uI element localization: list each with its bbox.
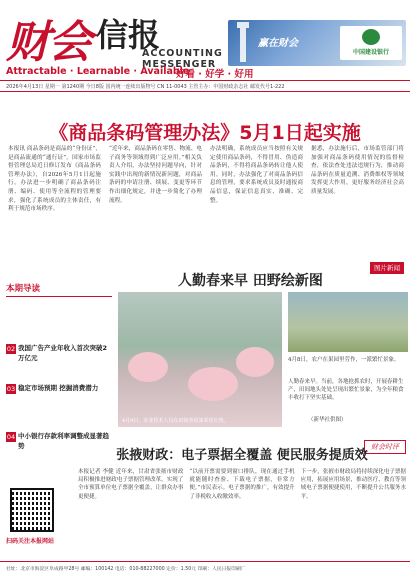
qr-code-block[interactable] xyxy=(6,488,72,545)
blossom-shape xyxy=(236,347,274,377)
farmland-photo[interactable] xyxy=(288,292,408,352)
guide-item-title: 稳定市场预期 挖掘消费潜力 xyxy=(18,384,99,392)
bank-advertisement[interactable] xyxy=(228,20,406,66)
bank-name: 中国建设银行 xyxy=(352,49,389,56)
photo-news-title[interactable]: 人勤春来早 田野绘新图 xyxy=(178,273,323,289)
bottom-headline[interactable]: 张掖财政：电子票据全覆盖 便民服务提质效 xyxy=(116,448,368,463)
lead-column: “近年来，商品条码在零售、物流、电子商务等领域得到广泛应用。”相关负责人介绍，办法坚持问题导向，针对实践中出现的新情况新问题，对商品条码的申请注册、续展、变更等环节作出细化规定，并进一步简化了办理流程。 xyxy=(109,146,202,204)
photo-news-tag: 图片新闻 xyxy=(370,262,404,274)
bank-logo-box xyxy=(340,26,402,60)
photo-credit: （新华社供图） xyxy=(308,417,347,423)
bottom-columns xyxy=(78,468,406,548)
photo-news-section xyxy=(118,262,408,427)
guide-page-number: 02 xyxy=(6,345,16,353)
blossom-orchard-photo[interactable] xyxy=(118,292,282,427)
slogan-chinese: 好看 · 好学 · 好用 xyxy=(176,69,254,80)
publisher-footer: 社址：北京市海淀区阜成路甲28号 邮编：100142 电话：010-88227000 定价：1.50元 印刷：人民日报印刷厂 xyxy=(0,561,410,575)
lead-column: 办法明确，系统成员应当按照有关规定使用商品条码，不得冒用、伪造商品条码，不得将商品条码转让他人使用。同时，办法强化了对商品条码信息的管理，要求系统成员及时通报商品信息，保证信息真实、准确、完整。 xyxy=(210,146,303,204)
logo-xinbao: 信报 xyxy=(96,16,161,54)
logo-english-line2: MESSENGER xyxy=(142,59,217,70)
slogan-english: Attractable · Learnable · Available xyxy=(6,66,190,77)
bottom-column: 下一步，张掖市财政局将持续深化电子票据应用，拓展应用场景，推动医疗、教育等领域电子票据便捷使用，不断提升公共服务水平。 xyxy=(300,469,406,500)
bottom-article xyxy=(78,440,406,550)
blossom-shape xyxy=(128,352,168,382)
guide-page-number: 03 xyxy=(6,385,16,393)
lighthouse-icon xyxy=(240,26,246,62)
bank-logo-icon xyxy=(362,29,380,45)
logo-cai: 财会 xyxy=(6,17,90,68)
issue-info-bar: 2026年4月13日 星期一 第1240期 今日8版 国内统一连续出版物号 CN 11-0043 主管主办：中国财政杂志社 邮发代号1-222 xyxy=(0,80,410,92)
lead-column: 据悉，办法施行后，市场监管部门将加强对商品条码使用情况的监督检查，依法查处违法违规行为，推动商品条码在质量追溯、消费维权等领域发挥更大作用，更好服务经济社会高质量发展。 xyxy=(311,146,404,195)
qr-code-icon xyxy=(10,488,54,532)
guide-page-number: 04 xyxy=(6,433,16,441)
side-photo-caption: 4月8日，农户在果园里劳作，一派繁忙景象。 xyxy=(288,357,400,363)
bottom-column: “以前开票需要到窗口排队，现在通过手机就能随时查验、下载电子票据，非常方便。”市民表示。电子票据的推广，有效提升了非税收入收缴效率。 xyxy=(189,469,295,500)
guide-heading: 本期导读 xyxy=(6,284,41,294)
qr-label: 扫码关注本报网站 xyxy=(6,538,55,545)
logo-english-line1: ACCOUNTING xyxy=(142,48,223,59)
blossom-shape xyxy=(188,367,238,401)
guide-divider xyxy=(6,296,112,297)
lead-column: 本报讯 商品条码是商品的“身份证”，是商品流通的“通行证”。国家市场监督管理总局近日修订发布《商品条码管理办法》，自2026年5月1日起施行。办法进一步明确了商品条码注册、编码、使用等全流程的管理要求，强化了系统成员的主体责任，有利于规范市场秩序。 xyxy=(8,146,101,213)
photo-news-text: 人勤春来早。当前，各地抢抓农时，开展春耕生产，田间地头处处呈现出繁忙景象，为全年粮食丰收打下坚实基础。 xyxy=(288,379,404,401)
lead-article xyxy=(8,145,404,250)
commentary-tag: 财会时评 xyxy=(364,440,406,454)
main-headline[interactable]: 《商品条码管理办法》5月1日起实施 xyxy=(49,122,361,144)
main-photo-caption: 4月9日，农业技术人员在田间查看油菜花长势。 xyxy=(122,418,229,424)
ad-slogan: 赢在财会 xyxy=(258,38,298,49)
guide-item-title: 我国广告产业年收入首次突破2万亿元 xyxy=(18,344,108,362)
bottom-column: 本报记者 李健 近年来，甘肃省张掖市财政局积极推进财政电子票据管理改革，实现了全市预算单位电子票据全覆盖，让群众办事更便捷。 xyxy=(78,469,184,500)
guide-item-title: 中小银行存款利率调整成显著趋势 xyxy=(18,432,109,450)
